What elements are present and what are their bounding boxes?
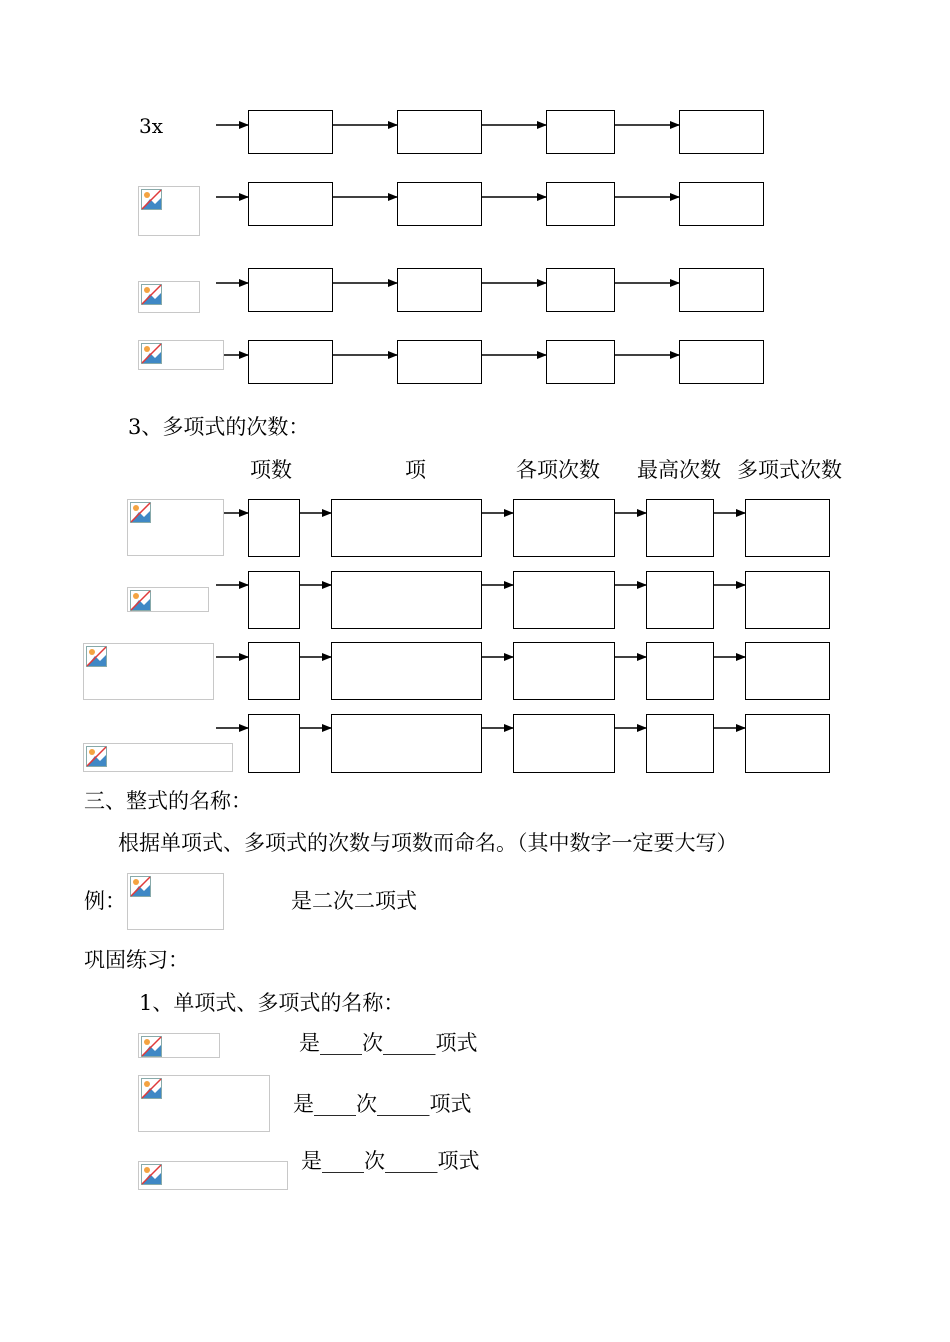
answer-box-terms[interactable] bbox=[331, 714, 482, 773]
formula-image bbox=[83, 643, 214, 700]
answer-box-term-degrees[interactable] bbox=[513, 714, 615, 773]
answer-box-poly-degree[interactable] bbox=[745, 499, 830, 557]
practice-heading: 巩固练习： bbox=[84, 948, 189, 972]
naming-rule-text: 根据单项式、多项式的次数与项数而命名。（其中数字一定要大写） bbox=[118, 831, 738, 855]
broken-image-icon bbox=[130, 590, 151, 611]
col-header-term-count: 项数 bbox=[250, 458, 292, 482]
practice-question-1: 1、单项式、多项式的名称： bbox=[139, 991, 405, 1015]
answer-box-highest-degree[interactable] bbox=[646, 642, 714, 700]
answer-box-terms[interactable] bbox=[331, 499, 482, 557]
answer-box[interactable] bbox=[679, 340, 764, 384]
answer-box[interactable] bbox=[679, 110, 764, 154]
answer-box-term-count[interactable] bbox=[248, 571, 300, 629]
col-header-poly-degree: 多项式次数 bbox=[737, 458, 842, 482]
answer-box-terms[interactable] bbox=[331, 642, 482, 700]
practice-item-3: 是____次_____项式 bbox=[301, 1149, 480, 1173]
answer-box-highest-degree[interactable] bbox=[646, 571, 714, 629]
practice-item-1: 是____次_____项式 bbox=[299, 1031, 478, 1055]
answer-box[interactable] bbox=[397, 182, 482, 226]
broken-image-icon bbox=[86, 646, 107, 667]
example-text: 是二次二项式 bbox=[291, 889, 417, 913]
formula-image bbox=[127, 873, 224, 930]
answer-box-poly-degree[interactable] bbox=[745, 642, 830, 700]
answer-box-term-degrees[interactable] bbox=[513, 642, 615, 700]
section-heading-degree: 3、多项式的次数： bbox=[128, 415, 310, 439]
part-heading-names: 三、整式的名称： bbox=[84, 789, 252, 813]
col-header-highest-degree: 最高次数 bbox=[637, 458, 721, 482]
answer-box-term-count[interactable] bbox=[248, 642, 300, 700]
formula-image bbox=[138, 1161, 288, 1190]
answer-box-term-degrees[interactable] bbox=[513, 499, 615, 557]
broken-image-icon bbox=[141, 1078, 162, 1099]
example-label: 例： bbox=[84, 889, 126, 913]
answer-box[interactable] bbox=[248, 110, 333, 154]
answer-box[interactable] bbox=[397, 110, 482, 154]
answer-box[interactable] bbox=[546, 182, 615, 226]
broken-image-icon bbox=[141, 1036, 162, 1057]
col-header-terms: 项 bbox=[405, 458, 426, 482]
broken-image-icon bbox=[86, 746, 107, 767]
answer-box-highest-degree[interactable] bbox=[646, 714, 714, 773]
formula-image bbox=[127, 587, 209, 612]
first-term-3x: 3x bbox=[139, 114, 164, 138]
answer-box[interactable] bbox=[248, 268, 333, 312]
answer-box[interactable] bbox=[546, 268, 615, 312]
formula-image bbox=[127, 499, 224, 556]
answer-box[interactable] bbox=[679, 268, 764, 312]
broken-image-icon bbox=[130, 502, 151, 523]
answer-box[interactable] bbox=[546, 110, 615, 154]
formula-image bbox=[138, 1033, 220, 1058]
broken-image-icon bbox=[141, 189, 162, 210]
answer-box-poly-degree[interactable] bbox=[745, 571, 830, 629]
answer-box-terms[interactable] bbox=[331, 571, 482, 629]
answer-box[interactable] bbox=[679, 182, 764, 226]
answer-box[interactable] bbox=[248, 340, 333, 384]
answer-box-poly-degree[interactable] bbox=[745, 714, 830, 773]
answer-box-term-degrees[interactable] bbox=[513, 571, 615, 629]
broken-image-icon bbox=[141, 343, 162, 364]
formula-image bbox=[83, 743, 233, 772]
practice-item-2: 是____次_____项式 bbox=[293, 1092, 472, 1116]
col-header-term-degrees: 各项次数 bbox=[516, 458, 600, 482]
formula-image bbox=[138, 281, 200, 313]
answer-box-highest-degree[interactable] bbox=[646, 499, 714, 557]
formula-image bbox=[138, 1075, 270, 1132]
answer-box-term-count[interactable] bbox=[248, 714, 300, 773]
broken-image-icon bbox=[130, 876, 151, 897]
answer-box[interactable] bbox=[248, 182, 333, 226]
formula-image bbox=[138, 340, 224, 370]
answer-box-term-count[interactable] bbox=[248, 499, 300, 557]
formula-image bbox=[138, 186, 200, 236]
broken-image-icon bbox=[141, 1164, 162, 1185]
answer-box[interactable] bbox=[397, 268, 482, 312]
broken-image-icon bbox=[141, 284, 162, 305]
answer-box[interactable] bbox=[546, 340, 615, 384]
answer-box[interactable] bbox=[397, 340, 482, 384]
